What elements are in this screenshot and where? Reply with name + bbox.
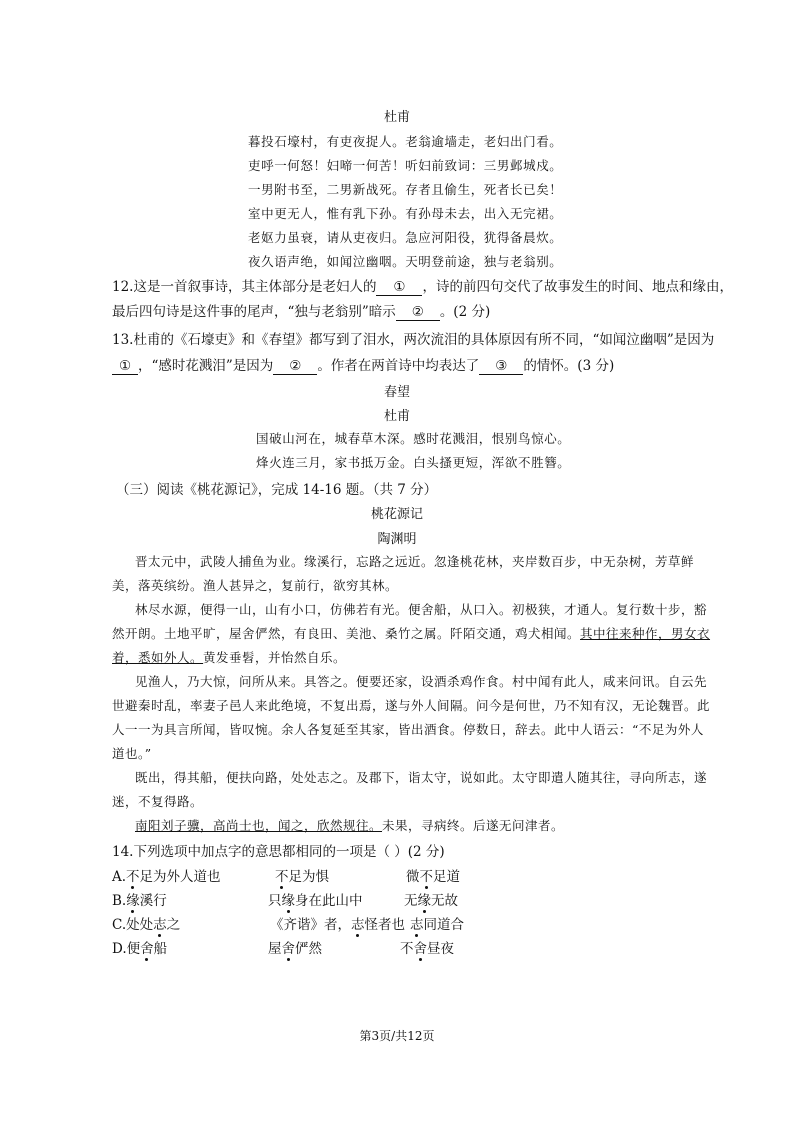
dotted-char: 不 bbox=[420, 865, 434, 885]
option-c[interactable] bbox=[112, 913, 180, 933]
passage-author: 陶渊明 bbox=[377, 532, 417, 547]
passage-text: 黄发垂髫，并怡然自乐。 bbox=[203, 650, 347, 665]
option-text: 溪行 bbox=[139, 893, 167, 909]
option-a-col2 bbox=[275, 865, 329, 885]
option-text: 微 bbox=[406, 869, 420, 885]
section-heading: （三）阅读《桃花源记》，完成 14-16 题。（共 7 分） bbox=[116, 482, 438, 498]
option-text: 《齐谐》者， bbox=[270, 917, 351, 933]
option-text: 俨然 bbox=[295, 941, 322, 957]
answer-blank: ① bbox=[376, 279, 422, 296]
option-label: D. bbox=[112, 941, 127, 957]
answer-blank: ③ bbox=[479, 358, 523, 375]
question-14: 14.下列选项中加点字的意思都相同的一项是（ ）(2 分) bbox=[112, 844, 445, 860]
option-text: 身在此山中 bbox=[295, 893, 363, 909]
option-c-col3 bbox=[410, 913, 464, 933]
option-d-col3 bbox=[400, 937, 454, 957]
option-text: 处处 bbox=[126, 917, 154, 933]
poem2-line: 烽火连三月，家书抵万金。白头搔更短，浑欲不胜簪。 bbox=[256, 455, 571, 470]
dotted-char: 舍 bbox=[282, 937, 296, 957]
option-text: 足道 bbox=[433, 869, 460, 885]
poem1-line: 吏呼一何怒！妇啼一何苦！听妇前致词：三男邺城戍。 bbox=[248, 158, 563, 173]
passage-line bbox=[112, 624, 710, 642]
poem1-line: 老妪力虽衰，请从吏夜归。急应河阳役，犹得备晨炊。 bbox=[248, 230, 563, 245]
option-text: 便 bbox=[126, 941, 141, 957]
poem1-author: 杜甫 bbox=[383, 110, 410, 125]
passage-line: 迷，不复得路。 bbox=[112, 794, 204, 809]
passage-text: 未果，寻病终。后遂无问津者。 bbox=[382, 818, 565, 833]
passage-line: 既出，得其船，便扶向路，处处志之。及郡下，诣太守，说如此。太守即遣人随其往，寻向所志，遂 bbox=[135, 770, 708, 785]
option-text: 足为惧 bbox=[288, 869, 329, 885]
poem1-line: 暮投石壕村，有吏夜捉人。老翁逾墙走，老妇出门看。 bbox=[248, 134, 563, 149]
passage-line: 林尽水源，便得一山，山有小口，仿佛若有光。便舍船，从口入。初极狭，才通人。复行数十步，豁 bbox=[135, 602, 708, 617]
dotted-char: 志 bbox=[351, 913, 365, 933]
option-text: 昼夜 bbox=[427, 941, 454, 957]
option-text: 怪者也 bbox=[364, 917, 405, 933]
passage-line: 人一一为具言所闻，皆叹惋。余人各复延至其家，皆出酒食。停数日，辞去。此中人语云：“不足为外人 bbox=[112, 722, 704, 737]
dotted-char: 舍 bbox=[140, 937, 154, 957]
underlined-sentence: 南阳刘子骥，高尚士也，闻之，欣然规往。 bbox=[135, 818, 383, 833]
dotted-char: 舍 bbox=[414, 937, 428, 957]
passage-line: 世避秦时乱，率妻子邑人来此绝境，不复出焉，遂与外人间隔。问今是何世，乃不知有汉，无论魏晋。此 bbox=[112, 698, 711, 713]
option-label: B. bbox=[112, 893, 127, 909]
option-d-col2 bbox=[268, 937, 322, 957]
passage-title: 桃花源记 bbox=[370, 507, 423, 522]
poem2-author: 杜甫 bbox=[383, 409, 410, 424]
question-13-line2 bbox=[112, 354, 614, 375]
option-c-col2 bbox=[270, 913, 405, 933]
option-text: 不 bbox=[400, 941, 414, 957]
passage-text: 然开朗。土地平旷，屋舍俨然，有良田、美池、桑竹之属。阡陌交通，鸡犬相闻。 bbox=[112, 626, 581, 641]
passage-line: 见渔人，乃大惊，问所从来。具答之。便要还家，设酒杀鸡作食。村中闻有此人，咸来问讯。自云先 bbox=[135, 674, 708, 689]
option-b-col2 bbox=[268, 889, 363, 909]
answer-blank: ② bbox=[273, 358, 317, 375]
passage-line: 晋太元中，武陵人捕鱼为业。缘溪行，忘路之远近。忽逢桃花林，夹岸数百步，中无杂树，芳草鲜 bbox=[135, 554, 695, 569]
question-12-line1 bbox=[112, 275, 733, 296]
option-text: 船 bbox=[153, 941, 168, 957]
page-number: 第3页/共12页 bbox=[359, 1029, 435, 1043]
dotted-char: 缘 bbox=[282, 889, 296, 909]
option-text: 同道合 bbox=[423, 917, 464, 933]
q13-text: 。作者在两首诗中均表达了 bbox=[317, 358, 480, 374]
passage-line: 道也。” bbox=[112, 746, 152, 761]
dotted-char: 志 bbox=[153, 913, 167, 933]
q12-text: 12.这是一首叙事诗，其主体部分是老妇人的 bbox=[112, 279, 377, 295]
option-b[interactable] bbox=[112, 889, 167, 909]
option-b-col3 bbox=[404, 889, 458, 909]
dotted-char: 不 bbox=[126, 865, 140, 885]
q12-text: ，诗的前四句交代了故事发生的时间、地点和缘由， bbox=[422, 279, 733, 295]
passage-line: 美，落英缤纷。渔人甚异之，复前行，欲穷其林。 bbox=[112, 578, 399, 593]
option-text: 只 bbox=[268, 893, 282, 909]
question-12-line2 bbox=[112, 300, 490, 321]
poem1-line: 夜久语声绝，如闻泣幽咽。天明登前途，独与老翁别。 bbox=[248, 254, 563, 269]
underlined-sentence: 其中往来种作，男女衣 bbox=[580, 626, 711, 641]
poem1-line: 室中更无人，惟有乳下孙。有孙母未去，出入无完裙。 bbox=[248, 206, 563, 221]
q13-text: ，“感时花溅泪”是因为 bbox=[138, 358, 274, 374]
option-text: 无 bbox=[404, 893, 418, 909]
dotted-char: 不 bbox=[275, 865, 289, 885]
answer-blank: ① bbox=[112, 358, 138, 375]
dotted-char: 志 bbox=[410, 913, 424, 933]
poem2-title: 春望 bbox=[383, 385, 410, 400]
question-13-line1: 13.杜甫的《石壕吏》和《春望》都写到了泪水，两次流泪的具体原因有所不同，“如闻泣幽咽”是因为 bbox=[112, 332, 715, 348]
q12-text: 。(2 分) bbox=[439, 304, 491, 320]
passage-line bbox=[135, 816, 564, 834]
q13-text: 的情怀。(3 分) bbox=[523, 358, 615, 374]
option-a[interactable] bbox=[112, 865, 221, 885]
dotted-char: 缘 bbox=[126, 889, 140, 909]
option-text: 屋 bbox=[268, 941, 282, 957]
option-text: 无故 bbox=[431, 893, 458, 909]
option-d[interactable] bbox=[112, 937, 167, 957]
option-a-col3 bbox=[406, 865, 460, 885]
option-text: 足为外人道也 bbox=[139, 869, 221, 885]
dotted-char: 缘 bbox=[418, 889, 432, 909]
option-label: C. bbox=[112, 917, 127, 933]
poem2-line: 国破山河在，城春草木深。感时花溅泪，恨别鸟惊心。 bbox=[256, 431, 571, 446]
answer-blank: ② bbox=[396, 304, 440, 321]
underlined-sentence: 着，悉如外人。 bbox=[112, 650, 204, 665]
poem1-line: 一男附书至，二男新战死。存者且偷生，死者长已矣！ bbox=[248, 182, 563, 197]
option-label: A. bbox=[112, 869, 127, 885]
passage-line bbox=[112, 648, 346, 666]
option-text: 之 bbox=[166, 917, 181, 933]
q12-text: 最后四句诗是这件事的尾声，“独与老翁别”暗示 bbox=[112, 304, 396, 320]
